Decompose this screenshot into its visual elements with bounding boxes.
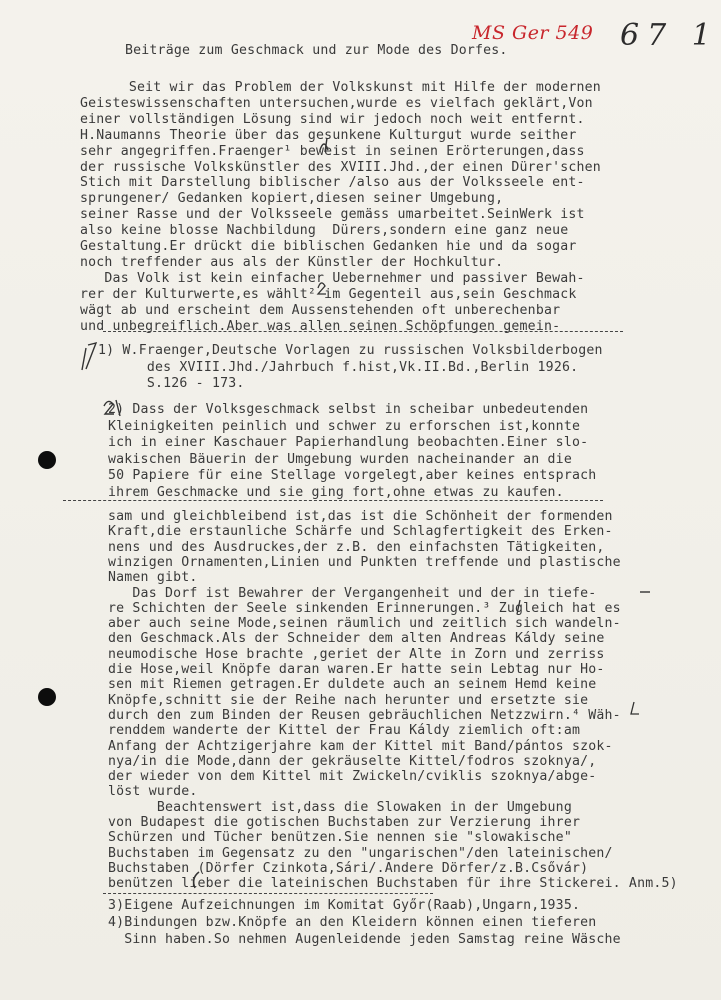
text-line: einer vollständigen Lösung sind wir jedoch noch weit entfernt. xyxy=(80,111,585,127)
text-line: löst wurde. xyxy=(108,784,198,800)
text-line: von Budapest die gotischen Buchstaben zur Verzierung ihrer xyxy=(108,815,581,830)
punch-hole-top xyxy=(38,451,56,469)
text-line: wakischen Bäuerin der Umgebung wurden nacheinander an die xyxy=(108,451,572,467)
footnote-mark-4 xyxy=(631,702,639,714)
text-line: Kleinigkeiten peinlich und schwer zu erforschen ist,konnte xyxy=(108,418,581,434)
text-line: 4)Bindungen bzw.Knöpfe an den Kleidern können einen tieferen xyxy=(108,915,597,930)
text-line: 50 Papiere für eine Stellage vorgelegt,aber keines entsprach xyxy=(108,468,597,483)
text-line: H.Naumanns Theorie über das gesunkene Kulturgut wurde seither xyxy=(80,127,577,143)
text-line: des XVIII.Jhd./Jahrbuch f.hist,Vk.II.Bd.,Berlin 1926. xyxy=(98,359,579,375)
text-line: Geisteswissenschaften untersuchen,wurde es vielfach geklärt,Von xyxy=(80,95,593,111)
text-line: Beachtenswert ist,dass die Slowaken in der Umgebung xyxy=(108,799,572,815)
text-line: rer der Kulturwerte,es wählt² im Gegenteil aus,sein Geschmack xyxy=(80,286,577,302)
footnote-separator xyxy=(103,331,623,332)
text-line: Schürzen und Tücher benützen.Sie nennen sie "slowakische" xyxy=(108,830,572,846)
text-line: nens und des Ausdruckes,der z.B. den einfachsten Tätigkeiten, xyxy=(108,539,605,555)
text-line: durch den zum Binden der Reusen gebräuchlichen Netzzwirn.⁴ Wäh- xyxy=(108,707,621,723)
text-line: benützen lieber die lateinischen Buchstaben für ihre Stickerei. Anm.5) xyxy=(108,876,678,892)
text-line: Namen gibt. xyxy=(108,570,198,586)
footnote-end-separator xyxy=(63,500,603,501)
text-line: Das Dorf ist Bewahrer der Vergangenheit und der in tiefe- xyxy=(108,585,597,601)
punch-hole-bottom xyxy=(38,688,56,706)
page-title: Beiträge zum Geschmack und zur Mode des Dorfes. xyxy=(125,43,508,58)
text-line: S.126 - 173. xyxy=(98,376,245,391)
text-line: die Hose,weil Knöpfe daran waren.Er hatte sein Lebtag nur Ho- xyxy=(108,662,605,677)
text-line: winzigen Ornamenten,Linien und Punkten treffende und plastische xyxy=(108,554,621,570)
footnote-ref-1 xyxy=(82,343,96,370)
text-line: Gestaltung.Er drückt die biblischen Gedanken hie und da sogar xyxy=(80,239,577,254)
text-line: Buchstaben im Gegensatz zu den "ungarischen"/den lateinischen/ xyxy=(108,845,613,861)
text-line: Anfang der Achtzigerjahre kam der Kittel mit Band/pántos szok- xyxy=(108,738,613,754)
text-line: ihrem Geschmacke und sie ging fort,ohne etwas zu kaufen. xyxy=(108,484,564,500)
text-line: 3)Eigene Aufzeichnungen im Komitat Győr(Raab),Ungarn,1935. xyxy=(108,898,581,913)
text-line: aber auch seine Mode,seinen räumlich und zeitlich sich wandeln- xyxy=(108,616,621,632)
text-line: Seit wir das Problem der Volkskunst mit Hilfe der modernen xyxy=(80,80,601,95)
text-line: Sinn haben.So nehmen Augenleidende jeden Samstag reine Wäsche xyxy=(108,932,621,947)
text-line: re Schichten der Seele sinkenden Erinnerungen.³ Zugleich hat es xyxy=(108,600,621,616)
text-line: nya/in die Mode,dann der gekräuselte Kittel/fodros szoknya/, xyxy=(108,753,597,769)
bottom-footnote-separator xyxy=(103,893,433,894)
text-line: renddem wanderte der Kittel der Frau Káldy ziemlich oft:am xyxy=(108,723,581,739)
text-line: neumodische Hose brachte ,geriet der Alte in Zorn und zerriss xyxy=(108,646,605,662)
archive-shelfmark-note: MS Ger 549 xyxy=(472,22,594,44)
text-line: der wieder von dem Kittel mit Zwickeln/cviklis szoknya/abge- xyxy=(108,769,597,785)
text-line: sen mit Riemen getragen.Er duldete auch an seinem Hemd keine xyxy=(108,677,597,693)
text-line: wägt ab und erscheint dem Aussenstehenden oft unberechenbar xyxy=(80,302,561,318)
text-line: den Geschmack.Als der Schneider dem alten Andreas Káldy seine xyxy=(108,631,605,647)
text-line: 2) Dass der Volksgeschmack selbst in scheibar unbedeutenden xyxy=(108,402,589,417)
text-line: und unbegreiflich.Aber was allen seinen Schöpfungen gemein- xyxy=(80,318,561,334)
text-line: Stich mit Darstellung biblischer /also aus der Volksseele ent- xyxy=(80,175,585,191)
text-line: der russische Volkskünstler des XVIII.Jhd.,der einen Dürer'schen xyxy=(80,159,601,175)
text-line: noch treffender aus als der Künstler der Hochkultur. xyxy=(80,254,504,270)
text-line: sprungener/ Gedanken kopiert,diesen seiner Umgebung, xyxy=(80,191,504,207)
folio-number: 67 1 xyxy=(620,18,719,53)
text-line: Knöpfe,schnitt sie der Reihe nach herunter und ersetzte sie xyxy=(108,692,589,708)
text-line: also keine blosse Nachbildung Dürers,sondern eine ganz neue xyxy=(80,223,569,239)
text-line: Das Volk ist kein einfacher Uebernehmer und passiver Bewah- xyxy=(80,270,585,286)
text-line: ich in einer Kaschauer Papierhandlung beobachten.Einer slo- xyxy=(108,435,589,450)
text-line: Buchstaben (Dörfer Czinkota,Sári/.Andere Dörfer/z.B.Csővár) xyxy=(108,860,589,876)
text-line: 1) W.Fraenger,Deutsche Vorlagen zu russischen Volksbilderbogen xyxy=(98,343,603,358)
text-line: sam und gleichbleibend ist,das ist die Schönheit der formenden xyxy=(108,509,613,524)
text-line: sehr angegriffen.Fraenger¹ beweist in seinen Erörterungen,dass xyxy=(80,143,585,159)
text-line: Kraft,die erstaunliche Schärfe und Schlagfertigkeit des Erken- xyxy=(108,524,613,540)
text-line: seiner Rasse und der Volksseele gemäss umarbeitet.SeinWerk ist xyxy=(80,207,585,223)
